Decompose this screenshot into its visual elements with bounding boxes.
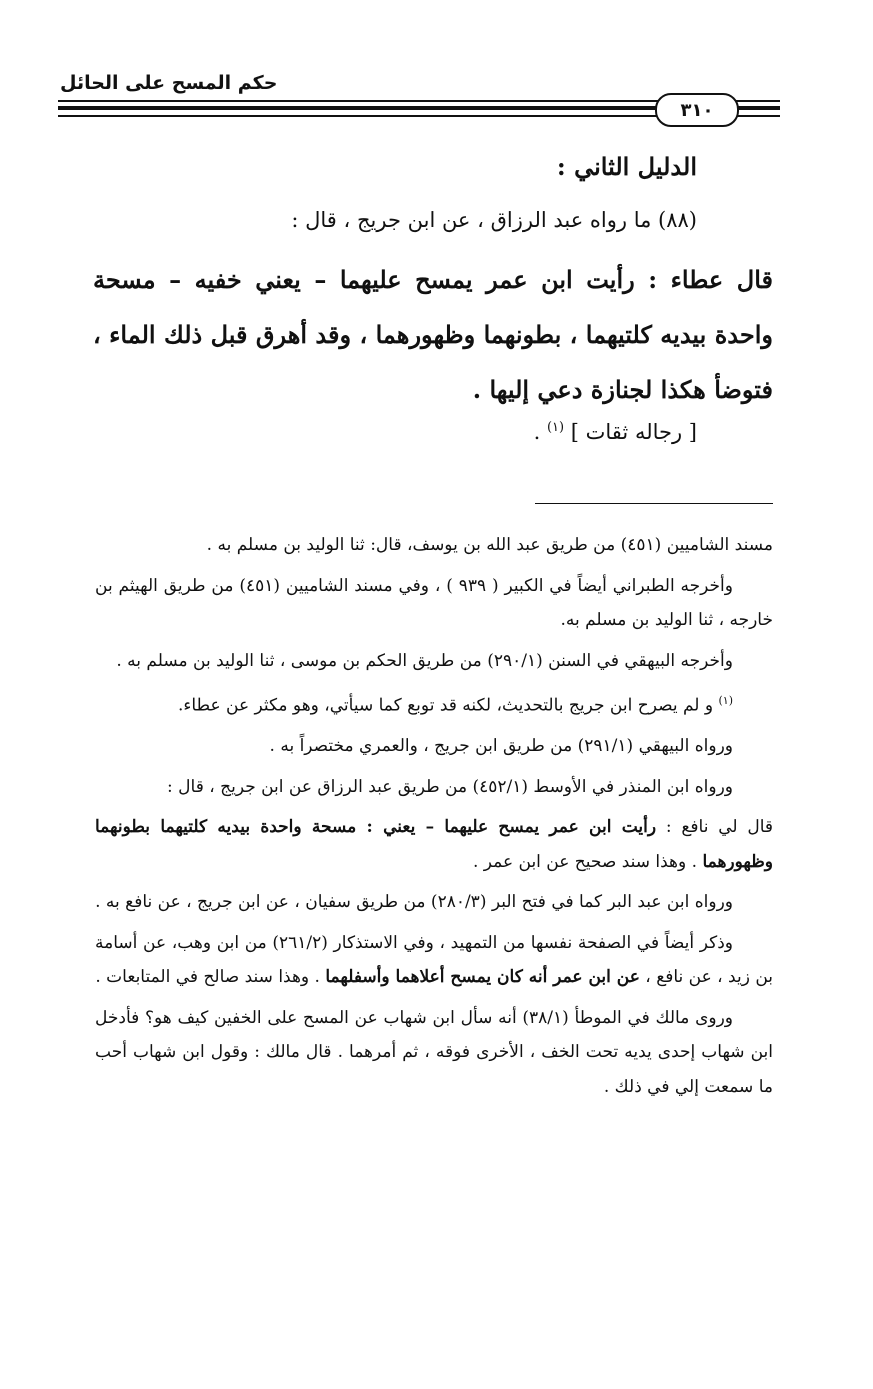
footnote-bold-quote: رأيت ابن عمر يمسح عليهما – يعني : مسحة واحدة بيديه كلتيهما بطونهما وظهورهما — [95, 817, 773, 872]
grading-text: [ رجاله ثقات ] — [570, 420, 697, 444]
footnote-text: قال لي نافع : — [665, 817, 774, 838]
footnote-text: . وهذا سند صالح في المتابعات . — [95, 967, 320, 988]
footnote-paragraph: وأخرجه الطبراني أيضاً في الكبير ( ٩٣٩ ) ، وفي مسند الشاميين (٤٥١) من طريق الهيثم بن خارجه ، ثنا الوليد بن مسلم به. — [95, 575, 773, 630]
footnote-text: و لم يصرح ابن جريج بالتحديث، لكنه قد توبع كما سيأتي، وهو مكثر عن عطاء. — [177, 695, 714, 716]
footnote-paragraph: مسند الشاميين (٤٥١) من طريق عبد الله بن يوسف، قال: ثنا الوليد بن مسلم به . — [206, 535, 773, 555]
footnote-paragraph — [95, 926, 773, 995]
footnotes — [95, 528, 773, 1110]
section-heading: الدليل الثاني : — [556, 152, 697, 181]
footnote-number: (١) — [718, 694, 733, 707]
running-title: حكم المسح على الحائل — [60, 72, 278, 94]
footnote-paragraph: وأخرجه البيهقي في السنن (٢٩٠/١) من طريق الحكم بن موسى ، ثنا الوليد بن مسلم به . — [116, 650, 733, 671]
hadith-quote: قال عطاء : رأيت ابن عمر يمسح عليهما – يعني خفيه – مسحة واحدة بيديه كلتيهما ، بطونهما وظهورهما ، وقد أهرق قبل ذلك الماء ، فتوضأ هكذا لجنازة دعي إليها . — [93, 265, 773, 404]
footnote-text: وذكر أيضاً في الصفحة نفسها من التمهيد ، وفي الاستذكار (٢٦١/٢) من ابن وهب، عن أسامة بن زيد ، عن نافع ، — [95, 932, 773, 988]
footnote-paragraph — [95, 810, 773, 879]
footnote-paragraph: ورواه البيهقي (٢٩١/١) من طريق ابن جريج ، والعمري مختصراً به . — [269, 736, 733, 757]
grading-end: . — [533, 420, 541, 444]
footnote-separator — [535, 503, 773, 504]
footnote-marker: (١) — [546, 420, 565, 435]
footnote-bold-quote: عن ابن عمر أنه كان يمسح أعلاهما وأسفلهما — [325, 967, 640, 988]
narration-line: (٨٨) ما رواه عبد الرزاق ، عن ابن جريج ، قال : — [291, 208, 697, 232]
footnote-text: . وهذا سند صحيح عن ابن عمر . — [472, 851, 698, 872]
footnote-paragraph: وروى مالك في الموطأ (٣٨/١) أنه سأل ابن شهاب عن المسح على الخفين كيف هو؟ فأدخل ابن شهاب إحدى يديه تحت الخف ، الأخرى فوقه ، ثم أمرهما . قال مالك : وقول ابن شهاب أحب ما سمعت إلي في ذلك . — [95, 1007, 773, 1097]
footnote-paragraph — [95, 684, 773, 723]
footnote-paragraph: ورواه ابن عبد البر كما في فتح البر (٢٨٠/٣) من طريق سفيان ، عن ابن جريج ، عن نافع به . — [95, 892, 733, 913]
grading-line — [534, 420, 697, 444]
page-number: ٣١٠ — [655, 93, 739, 127]
footnote-paragraph: ورواه ابن المنذر في الأوسط (٤٥٢/١) من طريق عبد الرزاق عن ابن جريج ، قال : — [167, 776, 733, 797]
